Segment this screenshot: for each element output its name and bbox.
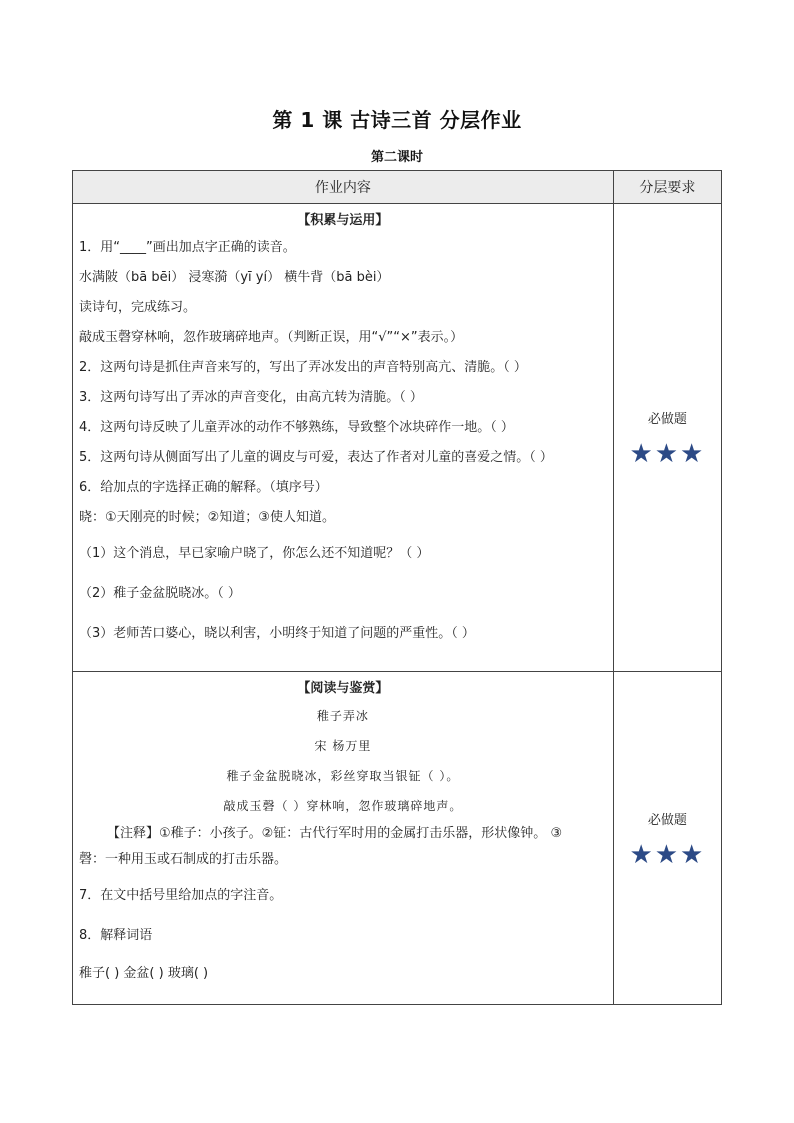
- star-rating-icon: ★★★: [629, 439, 706, 469]
- question-8: 8．解释词语: [79, 928, 153, 943]
- poem-quote-line: 敲成玉磬穿林响，忽作玻璃碎地声。（判断正误，用“√”“×”表示。）: [79, 330, 464, 345]
- annotation-line-1: 【注释】①稚子：小孩子。②钲：古代行军时用的金属打击乐器，形状像钟。 ③: [107, 826, 563, 841]
- poem-author: 宋 杨万里: [314, 739, 372, 753]
- instruction-line: 读诗句，完成练习。: [79, 300, 197, 315]
- pinyin-options: 水满陂（bā bēi） 浸寒漪（yī yí） 横牛背（bā bèi）: [79, 270, 390, 285]
- definition-line: 晓：①天刚亮的时候；②知道；③使人知道。: [79, 510, 335, 525]
- star-rating-icon: ★★★: [629, 839, 706, 870]
- section-reading-content: [73, 672, 614, 1005]
- question-6-1: （1）这个消息，早已家喻户晓了，你怎么还不知道呢？（ ）: [79, 546, 430, 561]
- question-1: 1．用“____”画出加点字正确的读音。: [79, 240, 296, 255]
- poem-line-2: 敲成玉磬（ ）穿林响，忽作玻璃碎地声。: [223, 799, 463, 813]
- column-header-requirement: 分层要求: [613, 171, 721, 204]
- section-heading: 【积累与运用】: [297, 213, 389, 228]
- column-header-content: 作业内容: [73, 171, 614, 204]
- requirement-label: 必做题: [647, 412, 687, 427]
- annotation-line-2: 磬：一种用玉或石制成的打击乐器。: [79, 852, 288, 867]
- question-8-words: 稚子( ) 金盆( ) 玻璃( ): [79, 966, 209, 981]
- poem-line-1: 稚子金盆脱晓冰，彩丝穿取当银钲（ ）。: [226, 769, 460, 783]
- requirement-label: 必做题: [647, 812, 687, 828]
- homework-table: [72, 170, 722, 1005]
- question-2: 2．这两句诗是抓住声音来写的，写出了弄冰发出的声音特别高亢、清脆。（ ）: [79, 360, 527, 375]
- section-accumulation-content: [73, 204, 614, 672]
- question-5: 5．这两句诗从侧面写出了儿童的调皮与可爱，表达了作者对儿童的喜爱之情。（ ）: [79, 450, 553, 465]
- section-reading-requirement: [613, 672, 721, 1005]
- page-title: 第 1 课 古诗三首 分层作业: [272, 108, 522, 132]
- question-6-3: （3）老师苦口婆心，晓以利害，小明终于知道了问题的严重性。（ ）: [79, 626, 475, 641]
- section-accumulation-requirement: [613, 204, 721, 672]
- section-heading: 【阅读与鉴赏】: [297, 681, 389, 696]
- question-4: 4．这两句诗反映了儿童弄冰的动作不够熟练，导致整个冰块碎作一地。（ ）: [79, 420, 514, 435]
- poem-title: 稚子弄冰: [316, 709, 369, 723]
- question-6: 6．给加点的字选择正确的解释。（填序号）: [79, 480, 328, 495]
- page-subtitle: 第二课时: [370, 150, 423, 165]
- question-7: 7．在文中括号里给加点的字注音。: [79, 888, 283, 903]
- question-3: 3．这两句诗写出了弄冰的声音变化，由高亢转为清脆。（ ）: [79, 390, 423, 405]
- question-6-2: （2）稚子金盆脱晓冰。（ ）: [79, 586, 241, 601]
